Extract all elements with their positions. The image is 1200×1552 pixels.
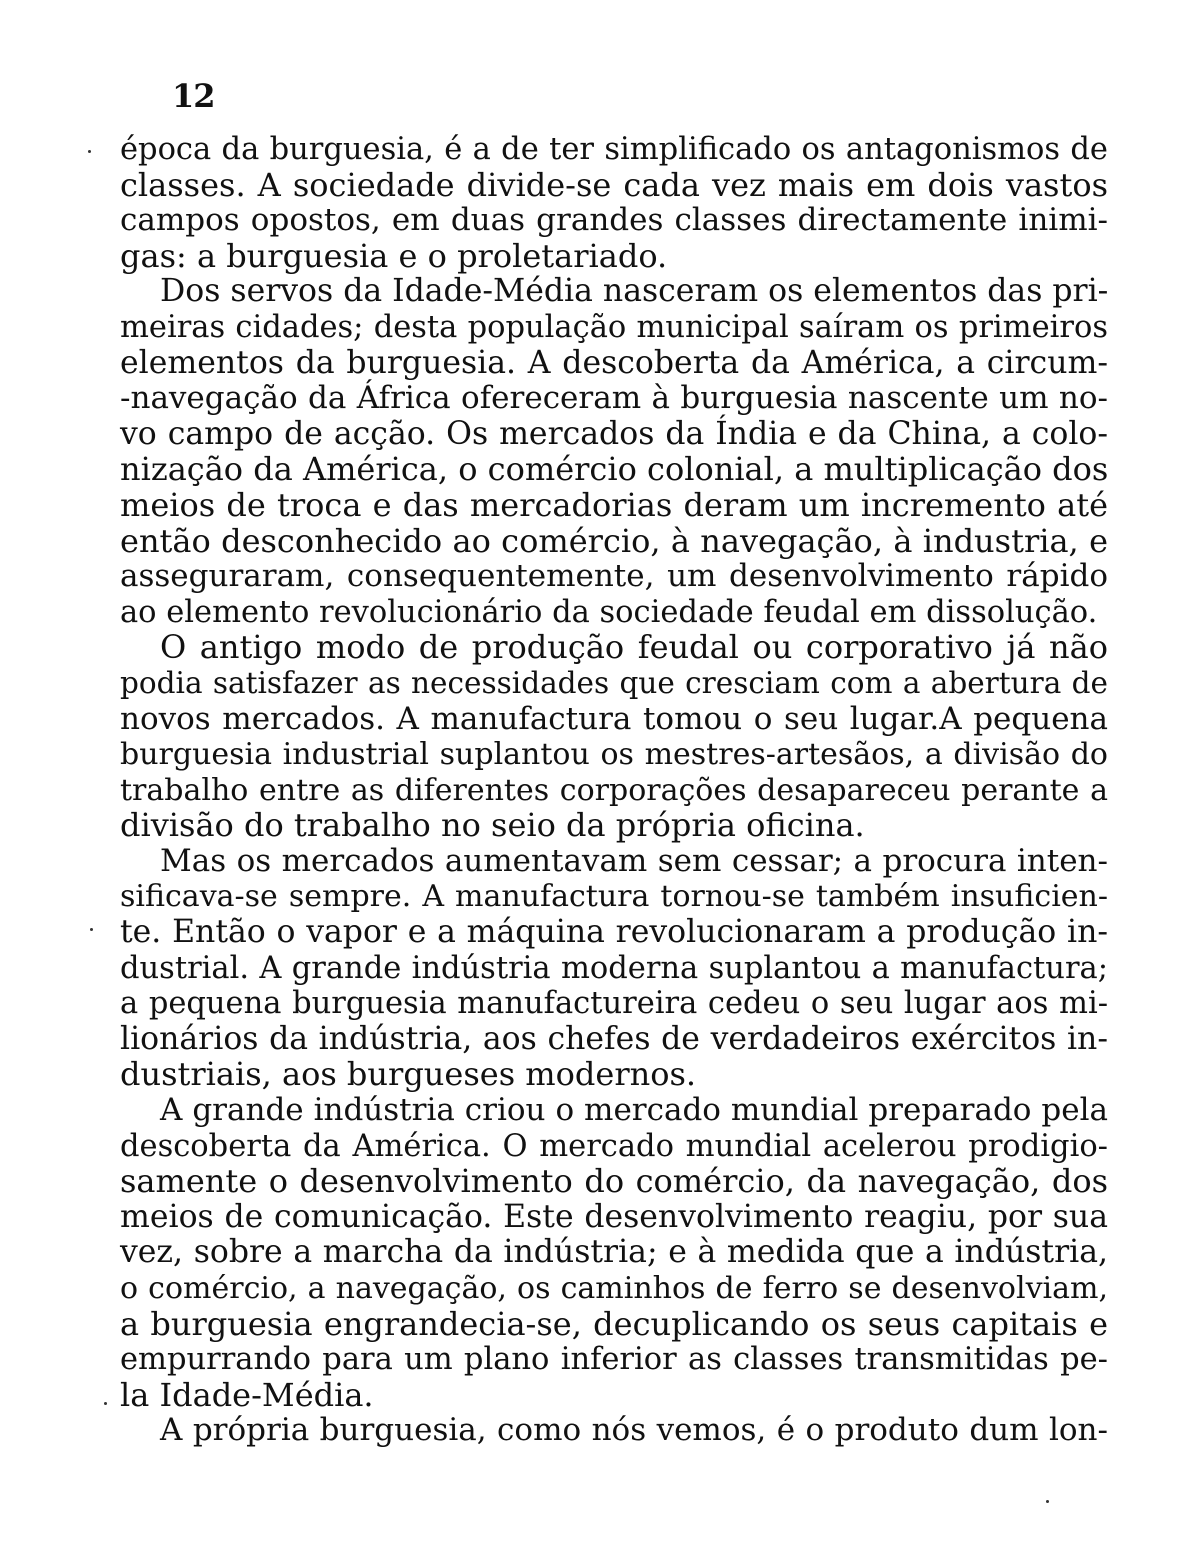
text-line: época da burguesia, é a de ter simplificado os antagonismos de xyxy=(120,132,1108,167)
text-line: elementos da burguesia. A descoberta da América, a circum- xyxy=(120,344,1108,381)
text-line: -navegação da África ofereceram à burguesia nascente um no- xyxy=(120,380,1108,417)
text-line: então desconhecido ao comércio, à navegação, à industria, e xyxy=(120,521,1108,560)
margin-speck xyxy=(88,150,91,153)
text-line: classes. A sociedade divide-se cada vez mais em dois vastos xyxy=(120,165,1108,204)
body-text xyxy=(120,132,1108,1449)
text-line: A grande indústria criou o mercado mundial preparado pela xyxy=(160,1092,1108,1129)
text-line: podia satisfazer as necessidades que cresciam com a abertura de xyxy=(120,665,1108,700)
text-line: vez, sobre a marcha da indústria; e à medida que a indústria, xyxy=(120,1234,1108,1271)
text-line: Dos servos da Idade-Média nasceram os elementos das pri- xyxy=(160,273,1109,310)
text-line: vo campo de acção. Os mercados da Índia e da China, a colo- xyxy=(120,415,1108,452)
text-line: campos opostos, em duas grandes classes directamente inimi- xyxy=(120,202,1108,239)
text-line: dustrial. A grande indústria moderna suplantou a manufactura; xyxy=(120,950,1108,986)
text-line: meios de troca e das mercadorias deram um incremento até xyxy=(120,485,1108,524)
text-line: la Idade-Média. xyxy=(120,1375,374,1414)
text-line: sificava-se sempre. A manufactura tornou-se também insuficien- xyxy=(120,879,1108,915)
text-line: O antigo modo de produção feudal ou corporativo já não xyxy=(160,628,1108,667)
text-line: gas: a burguesia e o proletariado. xyxy=(120,236,668,275)
page-number: 12 xyxy=(172,77,215,115)
text-line: ao elemento revolucionário da sociedade feudal em dissolução. xyxy=(120,594,1098,630)
text-line: trabalho entre as diferentes corporações desapareceu perante a xyxy=(120,772,1108,808)
text-line: meiras cidades; desta população municipal saíram os primeiros xyxy=(120,309,1108,345)
text-line: a pequena burguesia manufactureira cedeu o seu lugar aos mi- xyxy=(120,986,1108,1022)
text-line: A própria burguesia, como nós vemos, é o produto dum lon- xyxy=(160,1412,1108,1449)
margin-speck xyxy=(90,928,93,931)
text-line: descoberta da América. O mercado mundial acelerou prodigio- xyxy=(120,1128,1108,1164)
text-line: nização da América, o comércio colonial, a multiplicação dos xyxy=(120,450,1109,489)
text-line: Mas os mercados aumentavam sem cessar; a procura inten- xyxy=(160,842,1108,879)
text-line: dustriais, aos burgueses modernos. xyxy=(120,1055,697,1094)
margin-speck xyxy=(104,1402,107,1405)
text-line: a burguesia engrandecia-se, decuplicando os seus capitais e xyxy=(120,1304,1108,1343)
text-line: te. Então o vapor e a máquina revolucionaram a produção in- xyxy=(120,914,1108,951)
text-line: samente o desenvolvimento do comércio, da navegação, dos xyxy=(120,1162,1108,1201)
text-line: meios de comunicação. Este desenvolvimento reagiu, por sua xyxy=(120,1198,1108,1235)
text-line: lionários da indústria, aos chefes de verdadeiros exércitos in- xyxy=(120,1020,1108,1057)
text-line: asseguraram, consequentemente, um desenvolvimento rápido xyxy=(120,558,1108,595)
text-line: burguesia industrial suplantou os mestres-artesãos, a divisão do xyxy=(120,737,1108,773)
margin-speck xyxy=(1046,1500,1049,1503)
text-line: novos mercados. A manufactura tomou o seu lugar.A pequena xyxy=(120,700,1108,737)
text-line: empurrando para um plano inferior as classes transmitidas pe- xyxy=(120,1342,1108,1378)
text-line: divisão do trabalho no seio da própria oficina. xyxy=(120,806,865,845)
text-line: o comércio, a navegação, os caminhos de ferro se desenvolviam, xyxy=(120,1271,1108,1306)
